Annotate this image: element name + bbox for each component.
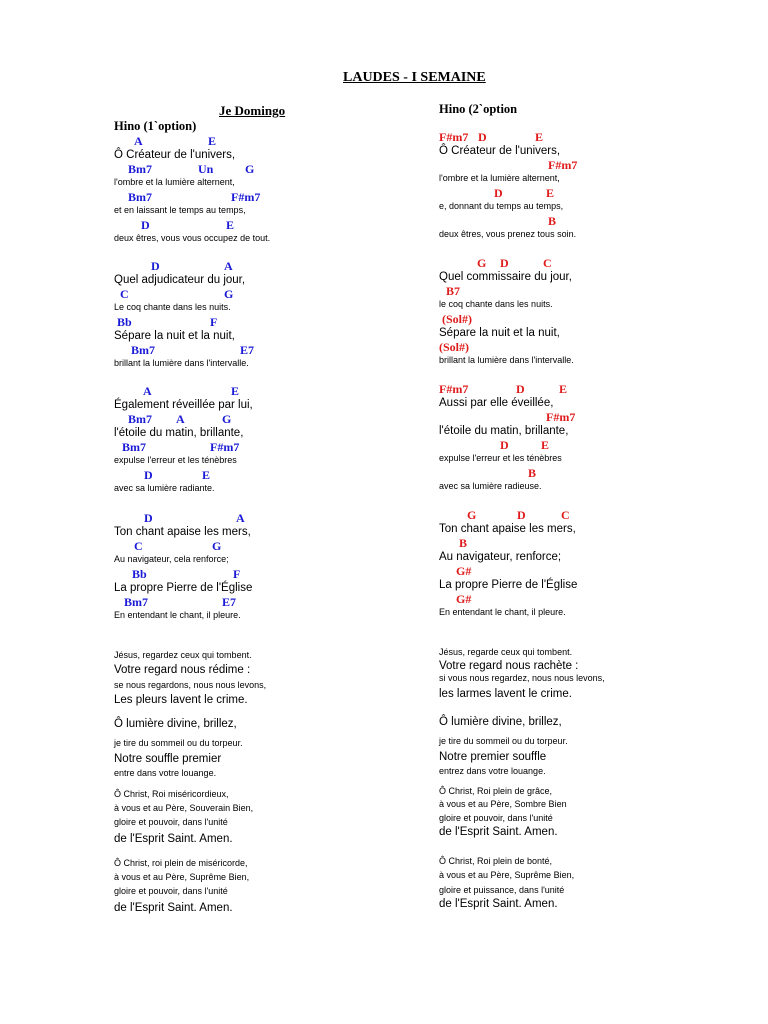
page-title: LAUDES - I SEMAINE — [343, 70, 486, 85]
chord-symbol: Bm7 — [122, 440, 146, 454]
chord-symbol: D — [478, 130, 487, 144]
chord-symbol: C — [120, 287, 129, 301]
lyric-line: Jésus, regardez ceux qui tombent. — [114, 650, 252, 660]
lyric-line: à vous et au Père, Suprême Bien, — [439, 870, 575, 880]
chord-symbol: D — [500, 256, 509, 270]
chord-symbol: E — [226, 218, 235, 232]
lyric-line: gloire et pouvoir, dans l'unité — [439, 813, 553, 823]
chord-symbol: F#m7 — [439, 382, 469, 396]
lyric-line: En entendant le chant, il pleure. — [114, 610, 241, 620]
lyric-line: Ô Créateur de l'univers, — [114, 149, 236, 161]
chord-symbol: E — [559, 382, 568, 396]
chord-symbol: E — [202, 468, 211, 482]
chord-symbol: G — [222, 412, 232, 426]
lyric-line: Au navigateur, cela renforce; — [114, 554, 229, 564]
chord-symbol: D — [494, 186, 503, 200]
lyric-line: expulse l'erreur et les ténèbres — [439, 453, 562, 463]
lyric-line: je tire du sommeil ou du torpeur. — [114, 738, 243, 748]
chord-symbol: Bm7 — [124, 595, 148, 609]
lyric-line: à vous et au Père, Souverain Bien, — [114, 803, 254, 813]
chord-symbol: D — [141, 218, 150, 232]
chord-symbol: E7 — [240, 343, 255, 357]
lyric-line: de l'Esprit Saint. Amen. — [114, 833, 233, 845]
chord-symbol: G — [212, 539, 222, 553]
lyric-line: se nous regardons, nous nous levons, — [114, 680, 267, 690]
chord-symbol: D — [517, 508, 526, 522]
chord-symbol: F — [210, 315, 218, 329]
lyric-line: gloire et puissance, dans l'unité — [439, 885, 565, 895]
lyric-line: Ô Christ, Roi plein de bonté, — [439, 856, 553, 866]
chord-symbol: G — [224, 287, 234, 301]
chord-symbol: A — [176, 412, 185, 426]
lyric-line: l'ombre et la lumière alternent, — [114, 177, 235, 187]
chord-symbol: G — [245, 162, 255, 176]
chord-symbol: Bm7 — [128, 190, 152, 204]
chord-symbol: G — [477, 256, 487, 270]
chord-symbol: D — [500, 438, 509, 452]
chord-symbol: Bb — [117, 315, 132, 329]
lyric-line: deux êtres, vous prenez tous soin. — [439, 229, 577, 239]
lyric-line: Le coq chante dans les nuits. — [114, 302, 231, 312]
chord-symbol: E — [541, 438, 550, 452]
chord-symbol: B — [548, 214, 557, 228]
lyric-line: entre dans votre louange. — [114, 768, 217, 778]
left-section-label: Je Domingo — [219, 103, 286, 118]
chord-symbol: (Sol#) — [439, 340, 469, 354]
lyric-line: Ô Créateur de l'univers, — [439, 145, 561, 157]
lyric-line: à vous et au Père, Sombre Bien — [439, 799, 567, 809]
lyric-line: deux êtres, vous vous occupez de tout. — [114, 233, 271, 243]
lyric-line: Ô lumière divine, brillez, — [439, 716, 562, 728]
lyric-line: gloire et pouvoir, dans l'unité — [114, 817, 228, 827]
lyric-line: La propre Pierre de l'Église — [114, 582, 253, 594]
chord-symbol: A — [134, 134, 143, 148]
lyric-line: Ô Christ, roi plein de miséricorde, — [114, 858, 248, 868]
lyric-line: Notre premier souffle — [439, 751, 547, 763]
chord-symbol: (Sol#) — [442, 312, 472, 326]
lyric-line: avec sa lumière radiante. — [114, 483, 215, 493]
lyric-line: Sépare la nuit et la nuit, — [439, 327, 560, 339]
lyric-line: Ton chant apaise les mers, — [114, 526, 251, 538]
lyric-line: entrez dans votre louange. — [439, 766, 546, 776]
chord-symbol: F#m7 — [439, 130, 469, 144]
chord-symbol: G# — [456, 592, 472, 606]
chord-symbol: F — [233, 567, 241, 581]
chord-symbol: A — [143, 384, 152, 398]
lyric-line: Ô lumière divine, brillez, — [114, 718, 237, 730]
chord-symbol: Un — [198, 162, 214, 176]
lyric-line: avec sa lumière radieuse. — [439, 481, 542, 491]
lyric-line: Ton chant apaise les mers, — [439, 523, 576, 535]
chord-symbol: C — [543, 256, 552, 270]
chord-symbol: E — [231, 384, 240, 398]
lyric-line: de l'Esprit Saint. Amen. — [439, 898, 558, 910]
chord-symbol: C — [134, 539, 143, 553]
lyric-line: expulse l'erreur et les ténèbres — [114, 455, 237, 465]
chord-symbol: A — [224, 259, 233, 273]
lyric-line: Votre regard nous rachète : — [439, 660, 579, 672]
chord-symbol: D — [516, 382, 525, 396]
chord-symbol: Bm7 — [131, 343, 155, 357]
chord-symbol: F#m7 — [546, 410, 576, 424]
lyric-line: brillant la lumière dans l'intervalle. — [114, 358, 249, 368]
chord-symbol: Bm7 — [128, 162, 152, 176]
lyric-line: Au navigateur, renforce; — [439, 551, 562, 563]
chord-symbol: F#m7 — [231, 190, 261, 204]
chord-symbol: A — [236, 511, 245, 525]
lyric-line: et en laissant le temps au temps, — [114, 205, 246, 215]
lyric-line: les larmes lavent le crime. — [439, 688, 572, 700]
lyric-line: l'étoile du matin, brillante, — [439, 425, 569, 437]
lyric-line: gloire et pouvoir, dans l'unité — [114, 886, 228, 896]
chord-symbol: D — [144, 511, 153, 525]
chord-symbol: E — [208, 134, 217, 148]
lyric-line: Également réveillée par lui, — [114, 399, 253, 411]
chord-symbol: G# — [456, 564, 472, 578]
lyric-line: le coq chante dans les nuits. — [439, 299, 553, 309]
lyric-line: e, donnant du temps au temps, — [439, 201, 564, 211]
chord-symbol: B — [528, 466, 537, 480]
lyric-line: La propre Pierre de l'Église — [439, 579, 578, 591]
lyric-line: Ô Christ, Roi plein de grâce, — [439, 786, 553, 796]
lyric-line: Notre souffle premier — [114, 753, 222, 765]
lyric-line: si vous nous regardez, nous nous levons, — [439, 673, 605, 683]
lyric-line: de l'Esprit Saint. Amen. — [114, 902, 233, 914]
chord-symbol: G — [467, 508, 477, 522]
left-option-label: Hino (1`option) — [114, 119, 197, 133]
lyric-line: Quel commissaire du jour, — [439, 271, 572, 283]
lyric-line: l'étoile du matin, brillante, — [114, 427, 244, 439]
chord-symbol: E — [535, 130, 544, 144]
chord-symbol: Bm7 — [128, 412, 152, 426]
lyric-line: Sépare la nuit et la nuit, — [114, 330, 235, 342]
chord-symbol: E7 — [222, 595, 237, 609]
chord-symbol: F#m7 — [548, 158, 578, 172]
chord-symbol: D — [144, 468, 153, 482]
lyric-line: Aussi par elle éveillée, — [439, 397, 554, 409]
lyric-line: Jésus, regarde ceux qui tombent. — [439, 647, 573, 657]
lyric-line: Votre regard nous rédime : — [114, 664, 251, 676]
lyric-line: à vous et au Père, Suprême Bien, — [114, 872, 250, 882]
chord-symbol: B — [459, 536, 468, 550]
lyric-line: Quel adjudicateur du jour, — [114, 274, 246, 286]
lyric-line: de l'Esprit Saint. Amen. — [439, 826, 558, 838]
lyric-line: brillant la lumière dans l'intervalle. — [439, 355, 574, 365]
right-option-label: Hino (2`option — [439, 102, 518, 116]
lyric-line: En entendant le chant, il pleure. — [439, 607, 566, 617]
chord-symbol: B7 — [446, 284, 461, 298]
chord-symbol: F#m7 — [210, 440, 240, 454]
lyric-line: l'ombre et la lumière alternent, — [439, 173, 560, 183]
chord-symbol: D — [151, 259, 160, 273]
chord-symbol: E — [546, 186, 555, 200]
lyric-line: Les pleurs lavent le crime. — [114, 694, 248, 706]
lyric-line: Ô Christ, Roi miséricordieux, — [114, 789, 229, 799]
chord-symbol: Bb — [132, 567, 147, 581]
chord-symbol: C — [561, 508, 570, 522]
lyric-line: je tire du sommeil ou du torpeur. — [439, 736, 568, 746]
